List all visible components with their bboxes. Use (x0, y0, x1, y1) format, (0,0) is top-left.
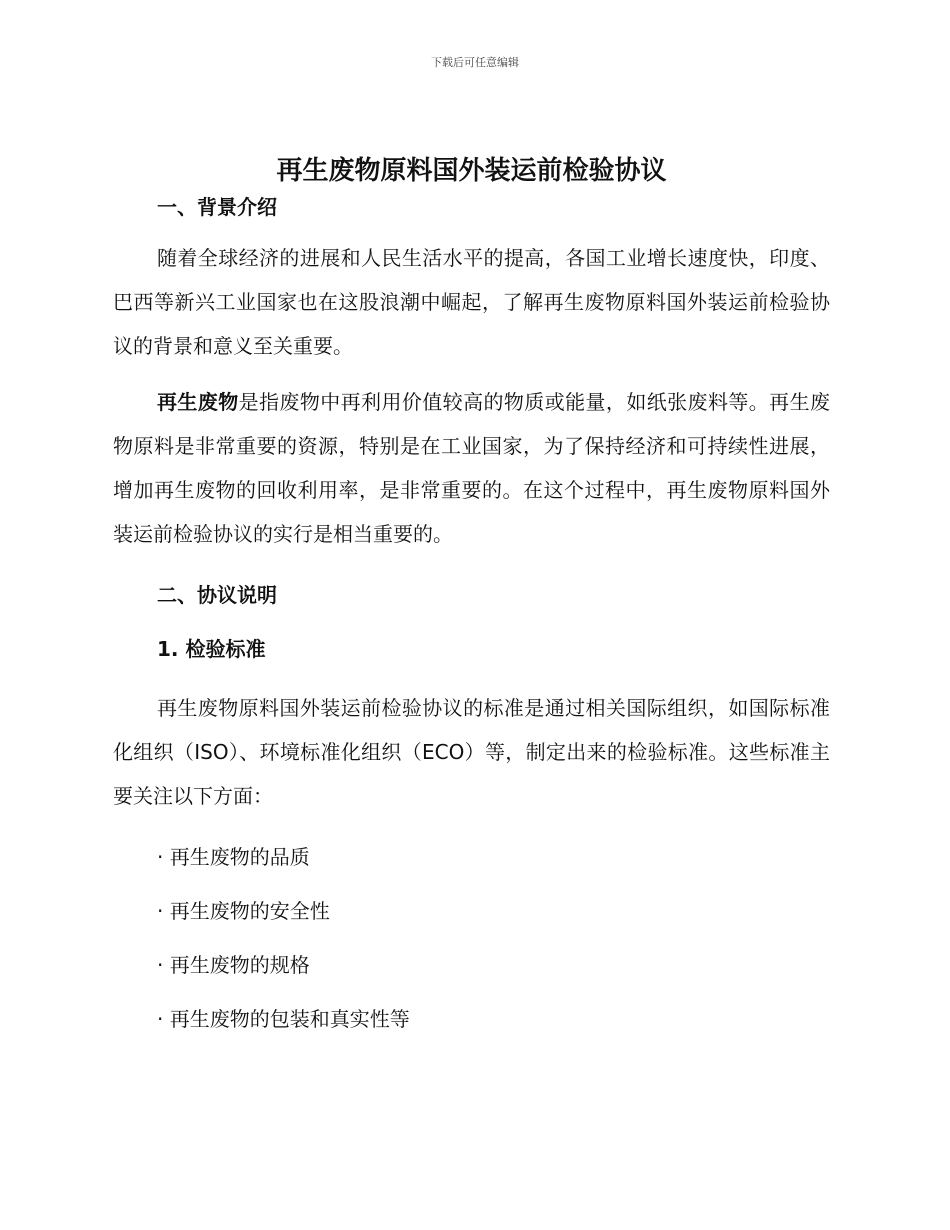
paragraph-background: 随着全球经济的进展和人民生活水平的提高，各国工业增长速度快，印度、巴西等新兴工业国家也在这股浪潮中崛起，了解再生废物原料国外装运前检验协议的背景和意义至关重要。 (113, 246, 830, 358)
term-bold: 再生废物 (157, 390, 239, 414)
document-body (113, 150, 830, 1034)
list-item: · 再生废物的品质 (157, 845, 310, 869)
paragraph-definition (113, 380, 830, 556)
list-item: · 再生废物的安全性 (157, 899, 330, 923)
section-heading-agreement: 二、协议说明 (157, 583, 277, 607)
document-title: 再生废物原料国外装运前检验协议 (276, 156, 667, 186)
subsection-heading-standards: 1. 检验标准 (157, 637, 266, 661)
list-item: · 再生废物的包装和真实性等 (157, 1007, 410, 1031)
page-header-note: 下载后可任意编辑 (431, 56, 519, 69)
section-heading-background: 一、背景介绍 (157, 195, 277, 219)
list-item: · 再生废物的规格 (157, 953, 310, 977)
paragraph-standards: 再生废物原料国外装运前检验协议的标准是通过相关国际组织，如国际标准化组织（ISO）、环境标准化组织（ECO）等，制定出来的检验标准。这些标准主要关注以下方面： (113, 696, 830, 808)
definition-text: 是指废物中再利用价值较高的物质或能量，如纸张废料等。再生废物原料是非常重要的资源，特别是在工业国家，为了保持经济和可持续性进展，增加再生废物的回收利用率，是非常重要的。在这个过程中，再生废物原料国外装运前检验协议的实行是相当重要的。 (113, 390, 830, 546)
